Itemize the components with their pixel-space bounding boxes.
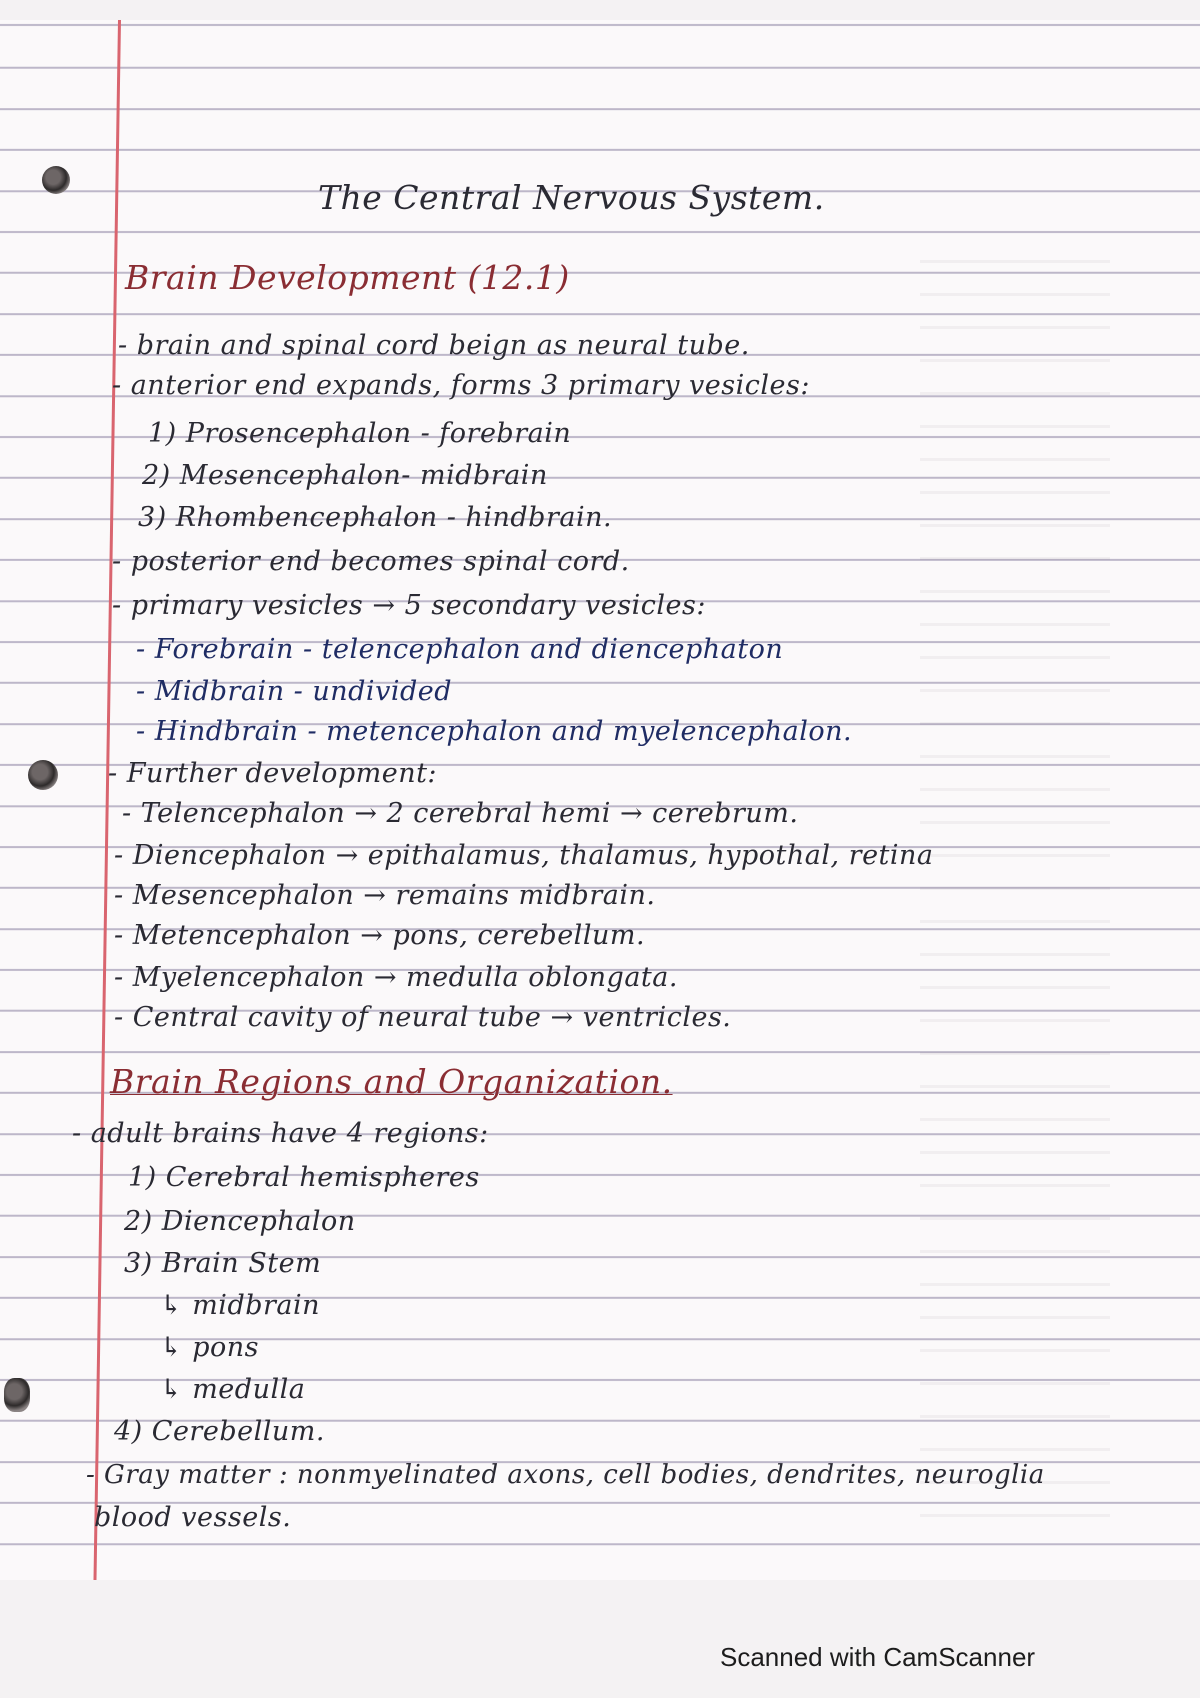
note-line: - anterior end expands, forms 3 primary vesicles: — [112, 370, 810, 401]
section-heading: Brain Regions and Organization. — [110, 1062, 673, 1101]
note-line: - brain and spinal cord beign as neural tube. — [118, 330, 750, 361]
note-line: ↳ medulla — [160, 1374, 306, 1405]
note-line: ↳ pons — [160, 1332, 259, 1363]
note-line: - Midbrain - undivided — [136, 676, 453, 707]
punch-hole — [28, 760, 58, 790]
page-title: The Central Nervous System. — [318, 178, 825, 217]
note-line: 1) Cerebral hemispheres — [128, 1162, 480, 1193]
note-line: - Myelencephalon → medulla oblongata. — [114, 962, 678, 993]
bleed-through-text — [920, 230, 1110, 1530]
note-line: - Further development: — [108, 758, 438, 789]
scanner-watermark: Scanned with CamScanner — [720, 1642, 1036, 1672]
note-line: - Mesencephalon → remains midbrain. — [114, 880, 656, 911]
note-line: 2) Diencephalon — [124, 1206, 356, 1237]
note-line: - Telencephalon → 2 cerebral hemi → cerebrum. — [122, 798, 799, 829]
note-line: ↳ midbrain — [160, 1290, 321, 1321]
note-line: - posterior end becomes spinal cord. — [112, 546, 630, 577]
note-line: - Metencephalon → pons, cerebellum. — [114, 920, 646, 951]
note-line: - Diencephalon → epithalamus, thalamus, hypothal, retina — [114, 840, 934, 871]
note-line: 4) Cerebellum. — [114, 1416, 325, 1447]
note-line: - Forebrain - telencephalon and diencephaton — [136, 634, 784, 665]
note-line: - Hindbrain - metencephalon and myelencephalon. — [136, 716, 853, 747]
note-line: - Central cavity of neural tube → ventricles. — [114, 1002, 732, 1033]
note-line: - Gray matter : nonmyelinated axons, cell bodies, dendrites, neuroglia — [86, 1460, 1045, 1490]
note-line: 1) Prosencephalon - forebrain — [148, 418, 572, 449]
section-heading: Brain Development (12.1) — [125, 258, 570, 297]
note-line: 3) Brain Stem — [124, 1248, 322, 1279]
note-line: blood vessels. — [94, 1502, 292, 1533]
note-line: - primary vesicles → 5 secondary vesicles: — [112, 590, 706, 621]
note-line: 2) Mesencephalon- midbrain — [142, 460, 548, 491]
note-line: 3) Rhombencephalon - hindbrain. — [138, 502, 613, 533]
note-line: - adult brains have 4 regions: — [72, 1118, 489, 1149]
punch-hole — [42, 166, 70, 194]
punch-hole — [4, 1378, 30, 1412]
